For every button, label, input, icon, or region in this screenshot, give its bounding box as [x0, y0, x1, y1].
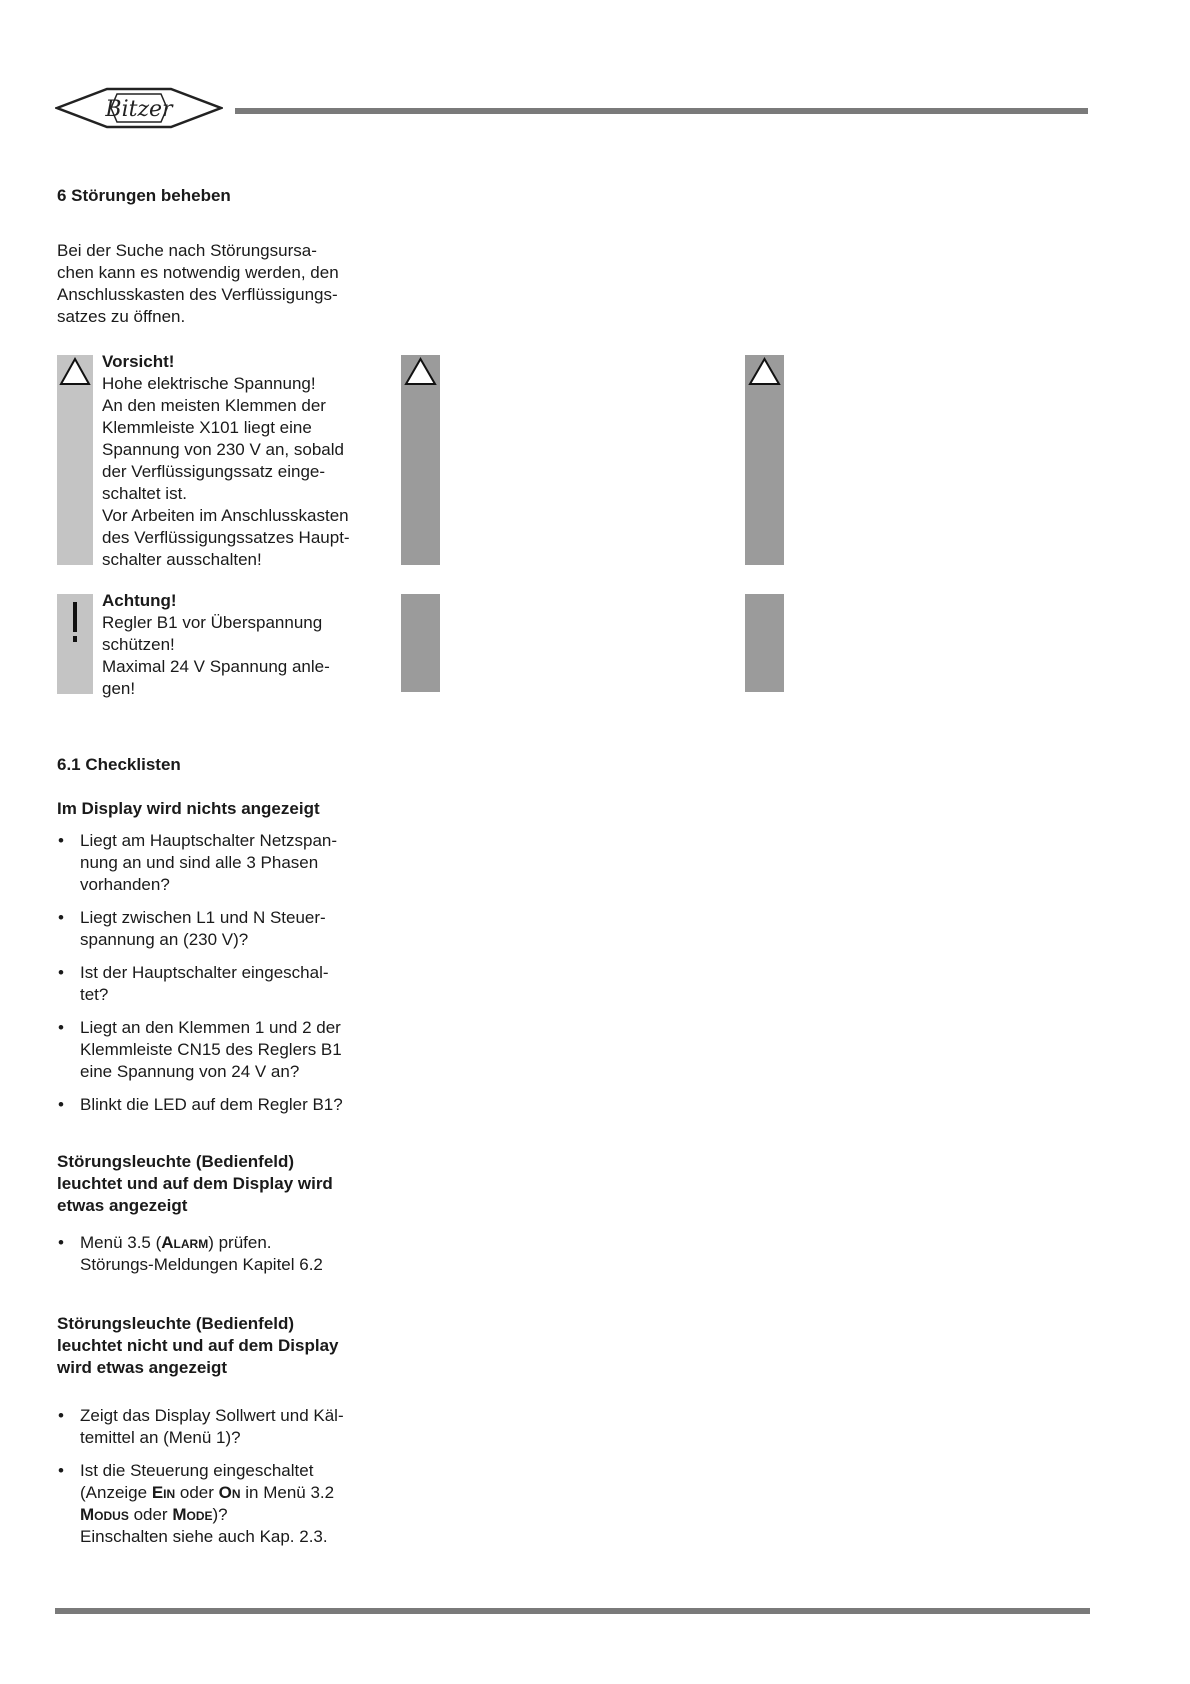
- caution-line: Klemmleiste X101 liegt eine: [102, 418, 312, 437]
- list-item: [57, 962, 387, 1006]
- list-item: [57, 1460, 387, 1548]
- text-run: (Anzeige: [80, 1483, 152, 1502]
- lamp-off-title-line: Störungsleuchte (Bedienfeld): [57, 1314, 295, 1333]
- caution-line: An den meisten Klemmen der: [102, 396, 326, 415]
- header-rule: [235, 108, 1088, 114]
- attention-title: Achtung!: [102, 591, 177, 610]
- text-run: Menü 3.5 (: [80, 1233, 162, 1252]
- list-item-line: [80, 1232, 387, 1254]
- list-item: [57, 907, 387, 951]
- lamp-on-title-line: leuchtet und auf dem Display wird: [57, 1174, 333, 1193]
- list-item-line: • Zeigt das Display Sollwert und Käl-: [80, 1406, 344, 1425]
- caution-bar: [57, 355, 93, 565]
- lamp-on-title-line: Störungsleuchte (Bedienfeld): [57, 1152, 295, 1171]
- list-item-line: [80, 1504, 387, 1526]
- caution-bar-column-3: [745, 355, 784, 565]
- lamp-off-title-line: wird etwas angezeigt: [57, 1358, 228, 1377]
- display-nothing-list: [57, 830, 387, 1127]
- list-item-line: Einschalten siehe auch Kap. 2.3.: [80, 1527, 328, 1546]
- menu-keyword: Ein: [151, 1483, 176, 1502]
- intro-line: satzes zu öffnen.: [57, 307, 186, 326]
- intro-paragraph: [57, 240, 387, 328]
- list-item-line: Klemmleiste CN15 des Reglers B1: [80, 1040, 342, 1059]
- caution-title: Vorsicht!: [102, 352, 175, 371]
- warning-triangle-icon: [401, 355, 440, 391]
- attention-line: Maximal 24 V Spannung anle-: [102, 657, 330, 676]
- checklists-title: 6.1 Checklisten: [57, 755, 181, 774]
- section-title: 6 Störungen beheben: [57, 186, 231, 205]
- text-run: oder: [128, 1505, 173, 1524]
- lamp-off-title-line: leuchtet nicht und auf dem Display: [57, 1336, 339, 1355]
- text-run: oder: [175, 1483, 219, 1502]
- list-item: [57, 830, 387, 896]
- footer-rule: [55, 1608, 1090, 1614]
- attention-line: Regler B1 vor Überspannung: [102, 613, 323, 632]
- lamp-off-list: [57, 1405, 387, 1559]
- caution-bar-column-2: [401, 355, 440, 565]
- list-item-line: • Liegt an den Klemmen 1 und 2 der: [80, 1018, 341, 1037]
- list-item: [57, 1094, 387, 1116]
- caution-line: Vor Arbeiten im Anschlusskasten: [102, 506, 349, 525]
- list-item-line: tet?: [80, 985, 109, 1004]
- lamp-on-list: [57, 1232, 387, 1287]
- list-item-line: vorhanden?: [80, 875, 170, 894]
- attention-line: schützen!: [102, 635, 175, 654]
- display-nothing-title: Im Display wird nichts angezeigt: [57, 799, 320, 818]
- list-item-line: • Blinkt die LED auf dem Regler B1?: [80, 1095, 343, 1114]
- list-item: [57, 1232, 387, 1276]
- intro-line: Anschlusskasten des Verflüssigungs-: [57, 285, 338, 304]
- attention-box: [57, 591, 392, 698]
- attention-bar-column-3: [745, 594, 784, 692]
- caution-line: schalter ausschalten!: [102, 550, 262, 569]
- text-run: ) prüfen.: [208, 1233, 272, 1252]
- caution-line: Hohe elektrische Spannung!: [102, 374, 316, 393]
- text-run: in Menü 3.2: [240, 1483, 335, 1502]
- list-item-line: spannung an (230 V)?: [80, 930, 249, 949]
- list-item-line: temittel an (Menü 1)?: [80, 1428, 241, 1447]
- warning-triangle-icon: [57, 355, 93, 391]
- caution-box: [57, 352, 392, 569]
- lamp-off-title: [57, 1313, 387, 1379]
- intro-line: Bei der Suche nach Störungsursa-: [57, 241, 317, 260]
- attention-bar-column-2: [401, 594, 440, 692]
- list-item-line: eine Spannung von 24 V an?: [80, 1062, 300, 1081]
- caution-line: schaltet ist.: [102, 484, 188, 503]
- lamp-on-title-line: etwas angezeigt: [57, 1196, 188, 1215]
- list-item-line: Störungs-Meldungen Kapitel 6.2: [80, 1255, 323, 1274]
- list-item-line: nung an und sind alle 3 Phasen: [80, 853, 319, 872]
- list-item-line: • Liegt zwischen L1 und N Steuer-: [80, 908, 326, 927]
- menu-keyword: Mode: [172, 1505, 213, 1524]
- list-item-line: [80, 1482, 387, 1504]
- attention-line: gen!: [102, 679, 136, 698]
- caution-line: Spannung von 230 V an, sobald: [102, 440, 344, 459]
- list-item-line: • Ist die Steuerung eingeschaltet: [80, 1461, 314, 1480]
- bitzer-logo: [55, 80, 223, 136]
- list-item: [57, 1405, 387, 1449]
- list-item: [57, 1017, 387, 1083]
- bitzer-logo-text: Bitzer: [105, 97, 173, 122]
- lamp-on-title: [57, 1151, 387, 1217]
- warning-triangle-icon: [745, 355, 784, 391]
- menu-keyword: Modus: [80, 1505, 129, 1524]
- caution-line: des Verflüssigungssatzes Haupt-: [102, 528, 350, 547]
- text-run: )?: [212, 1505, 228, 1524]
- attention-bar: [57, 594, 93, 694]
- list-item-line: • Ist der Hauptschalter eingeschal-: [80, 963, 329, 982]
- menu-keyword: Alarm: [161, 1233, 209, 1252]
- exclamation-icon: [57, 594, 93, 654]
- caution-line: der Verflüssigungssatz einge-: [102, 462, 326, 481]
- intro-line: chen kann es notwendig werden, den: [57, 263, 339, 282]
- list-item-line: • Liegt am Hauptschalter Netzspan-: [80, 831, 338, 850]
- menu-keyword: On: [218, 1483, 241, 1502]
